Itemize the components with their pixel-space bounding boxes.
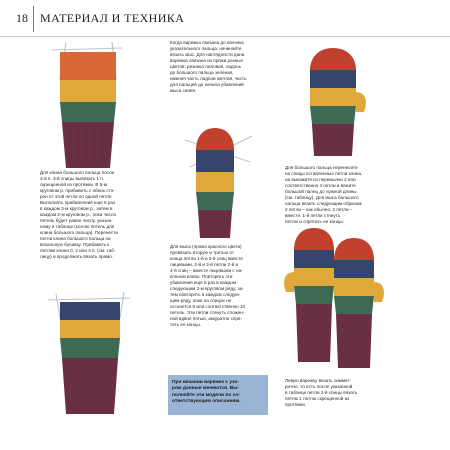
page-header xyxy=(0,0,450,37)
section-title: МАТЕРИАЛ И ТЕХНИКА xyxy=(40,11,185,25)
photo-thumb-gusset-on-needles xyxy=(40,288,140,418)
photo-finished-mitten xyxy=(288,40,378,160)
photo-mitten-cuff-on-needles xyxy=(42,40,132,172)
photo-mitten-toe-on-needles xyxy=(170,112,260,242)
page-number: 18 xyxy=(16,11,28,25)
text-thumb: Для большого пальца перенесите на спицы оставленные петли клина, на выкажите из перемычки 2 или соответственно 4 петли и вяжите большой палец до нужной длины (см. таблицу). Для мыса большого пальца вязать следующим образом: 2 петли – как обычно, 2 петли – вместе. 1-й петли стянуть петлю и спрятать ее концы. xyxy=(285,165,363,224)
left-mitten xyxy=(284,228,334,362)
right-mitten xyxy=(334,238,384,368)
header-divider xyxy=(33,6,34,32)
text-thumb-gusset: Для клина большого пальца после 2-й п. 3-й спицы вывязать 1 п. скрещенной из протяжки. В 5-м круговом р. прибавить с обеих сто- рон от этой петли по одной петле. Выполнять прибавления еще 5 раз в каждом 3-м круговом р., затем в каждом 2-м круговом р., пока число петель будет равно числу, указан- ному в таблице (кол-во петель для клина большого пальца). Перенести петли клина большого пальца на вязальную булавку. Прибавить к петлям клина 0, 2 или 4 п. (см. таб- лицу) и продолжать вязать прямо. xyxy=(40,170,118,259)
note-box xyxy=(168,375,268,415)
photo-pair-of-mittens xyxy=(278,222,388,372)
note-text: При вязании варежек с узо- ром данные меняются. Вы- полняйте эти модели по со- ответствующим описаниям. xyxy=(172,380,241,404)
text-left-mitten: Левую варежку вязать симмет- рично, то есть после указанной в таблице петли 2-й спицы вязать петлю 1 петлю скрещенной из протяжки. xyxy=(285,378,358,407)
text-toe-intro: Когда варежка связана до кончика указательного пальца, начинайте вязать мыс. Для наглядности дана варежка связана из пряжи разных цветов: резинка лиловая, ладонь до большого пальца зеленая, нижняя часть ладони желтая, часть для пальцев до начала убавлений мыса синяя. xyxy=(170,40,247,93)
text-toe-shaping: Для мыса (пряжа красного цвета) провязать вторую и третью от конца петли 1-й и 3-й спиц вместе лицевыми, 2-й и 3-й петли 2-й и 4-й спиц – вместе лицевыми с на- клоном влево. Повторять эти убавления еще 5 раз в каждом следующем 2-м круговом ряду, за- тем повторять в каждом следую- щем ряду, пока на спицах не останется 8 или соответственно 10 петель. Эти петли стянуть сложен- ной вдвое пятью, аккуратно спря- тать ее концы. xyxy=(170,244,246,327)
